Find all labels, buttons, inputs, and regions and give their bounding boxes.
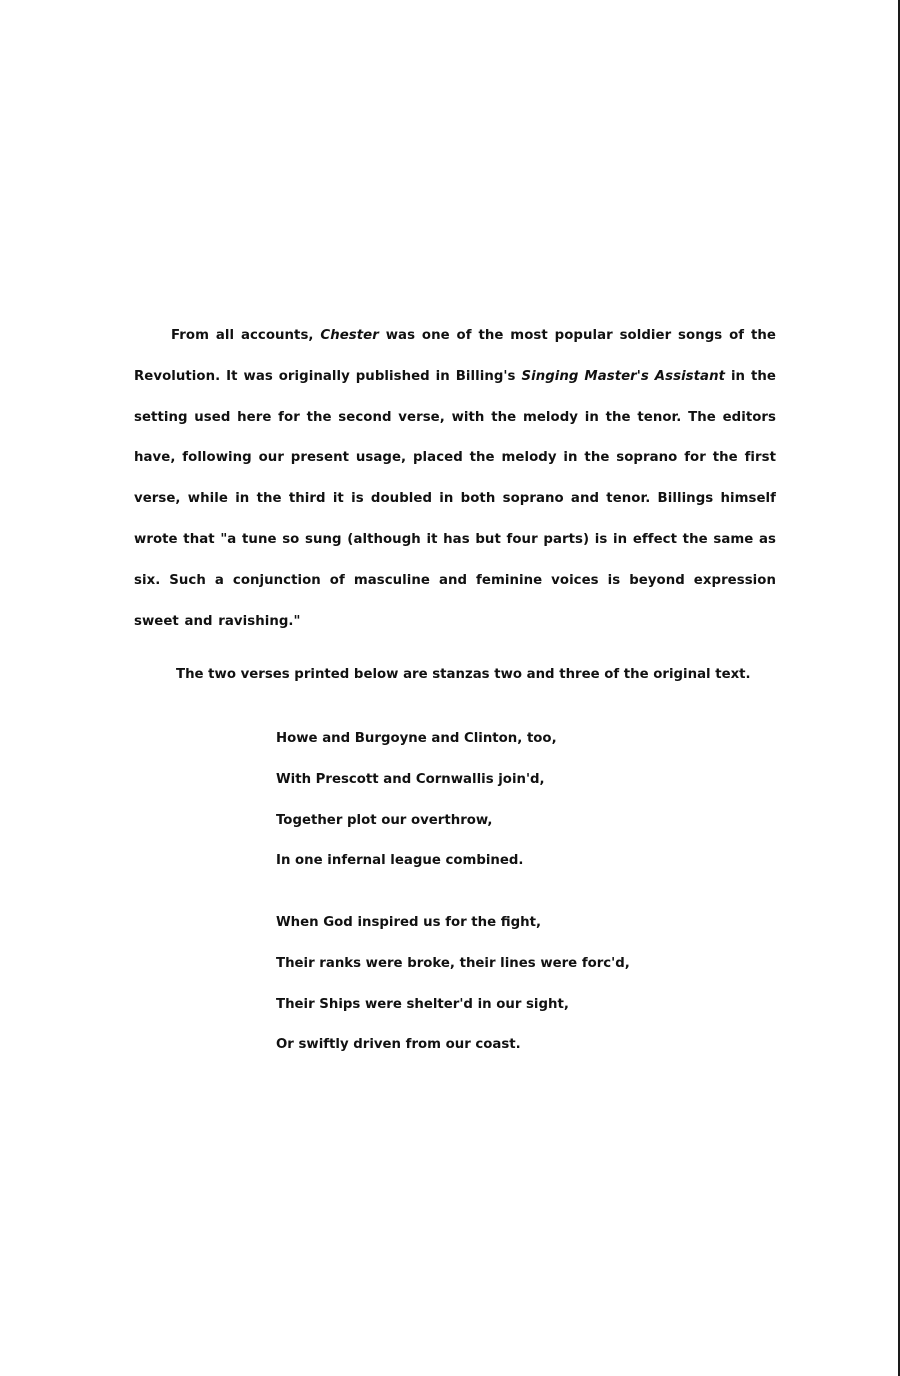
verse-1	[276, 719, 557, 882]
verse-line: Their Ships were shelter'd in our sight,	[276, 996, 569, 1012]
verse-line: With Prescott and Cornwallis join'd,	[276, 771, 545, 787]
verse-line: Howe and Burgoyne and Clinton, too,	[276, 731, 557, 746]
song-title: Chester	[320, 328, 379, 343]
intro-text-2: was one of the most popular soldier songs of the Revolution. It was originally published in Billing's	[134, 328, 776, 384]
intro-text-1: From all accounts,	[171, 328, 321, 343]
verse-line: Or swiftly driven from our coast.	[276, 1037, 521, 1053]
verse-2	[276, 903, 630, 1066]
book-title: Singing Master's Assistant	[521, 368, 725, 384]
verse-line: In one infernal league combined.	[276, 853, 524, 869]
intro-text-3: in the setting used here for the second verse, with the melody in the tenor. The editors have, following our present usage, placed the melody in the soprano for the first verse, while in the third it is doubled in both soprano and tenor. Billings himself wrote that "a tune so sung (although it has but four parts) is in effect the same as six. Such a conjunction of masculine and feminine voices is beyond expression sweet and ravishing."	[134, 368, 776, 629]
stanza-note: The two verses printed below are stanzas two and three of the original text.	[176, 667, 751, 682]
verse-line: Together plot our overthrow,	[276, 812, 493, 828]
verse-line: Their ranks were broke, their lines were forc'd,	[276, 955, 630, 971]
verse-line: When God inspired us for the fight,	[276, 915, 542, 930]
intro-paragraph	[134, 316, 776, 642]
